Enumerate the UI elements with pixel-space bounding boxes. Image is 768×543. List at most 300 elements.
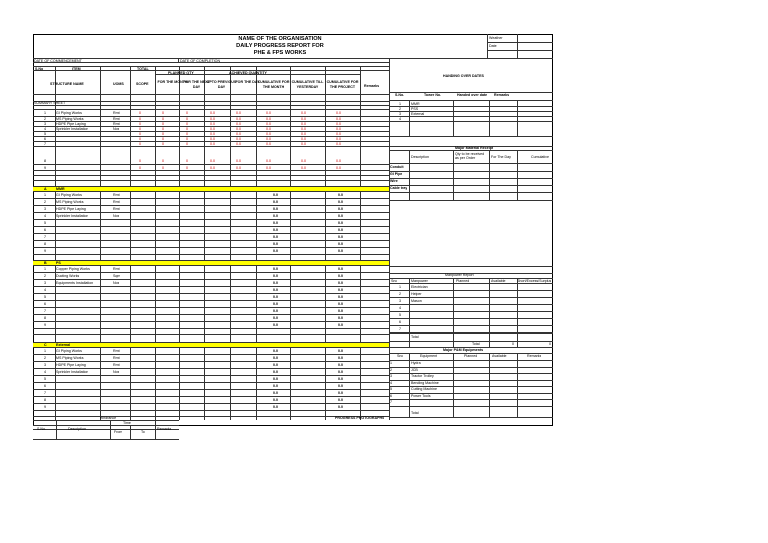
section-cumulative-month-value: 0.0 (273, 234, 278, 239)
remarks-header: Remarks (364, 84, 380, 88)
summary-zero-value: 0 (162, 126, 164, 131)
section-cumulative-project-value: 0.0 (338, 322, 343, 327)
summary-row-number: 1 (44, 110, 46, 115)
planned-qty-header: PLANNED QTY (168, 70, 194, 75)
section-cumulative-project-value: 0.0 (338, 266, 343, 271)
grid-line (33, 105, 389, 106)
grid-line (110, 420, 111, 439)
summary-row-uom: Nos (113, 126, 120, 131)
summary-zero-value: 0.0 (301, 131, 306, 136)
grid-line (389, 136, 553, 137)
section-row-name: GI Piping Works (56, 348, 82, 353)
grid-line (33, 328, 389, 329)
summary-zero-value: 0.0 (210, 116, 215, 121)
summary-zero-value: 0.0 (210, 131, 215, 136)
summary-row-number: 6 (44, 136, 46, 141)
equipment-row-number: 4 (390, 380, 392, 385)
summary-zero-value: 0.0 (336, 121, 341, 126)
material-row-name: Conduit (390, 165, 404, 169)
section-cumulative-month-value: 0.0 (273, 241, 278, 246)
summary-zero-value: 0.0 (236, 131, 241, 136)
summary-zero-value: 0 (139, 121, 141, 126)
summary-zero-value: 0.0 (301, 116, 306, 121)
section-row-number: 5 (44, 220, 46, 225)
grid-line (389, 121, 553, 122)
section-row-number: 1 (44, 266, 46, 271)
summary-zero-value: 0 (162, 141, 164, 146)
hindrance-remarks-header: Remarks (157, 427, 172, 431)
equipment-row-number: 7 (390, 400, 392, 404)
section-cumulative-month-value: 0.0 (273, 199, 278, 204)
grid-line (33, 425, 179, 426)
grid-line (389, 192, 553, 193)
grid-line (33, 186, 389, 187)
summary-zero-value: 0.0 (236, 159, 241, 163)
grid-line (204, 66, 205, 420)
organisation-name: NAME OF THE ORGANISATION (238, 36, 322, 42)
section-cumulative-project-value: 0.0 (338, 213, 343, 218)
cumulative-month-header: CUMULATIVE FOR THE MONTH (257, 80, 290, 89)
summary-row-number: 4 (44, 126, 46, 131)
section-row-number: 8 (44, 241, 46, 246)
grid-line (290, 66, 291, 420)
equipment-row-number: 6 (390, 393, 392, 398)
for-the-month-header: FOR THE MONTH (157, 80, 188, 84)
section-row-number: 6 (44, 383, 46, 388)
summary-zero-value: 0.0 (236, 136, 241, 141)
summary-zero-value: 0.0 (336, 165, 341, 170)
section-cumulative-month-value: 0.0 (273, 273, 278, 278)
grid-line (33, 361, 389, 362)
date-line (487, 50, 553, 51)
grid-line (33, 342, 389, 343)
grid-line (33, 101, 389, 102)
section-row-number: 9 (44, 404, 46, 409)
section-cumulative-month-value: 0.0 (273, 220, 278, 225)
section-cumulative-month-value: 0.0 (273, 355, 278, 360)
section-cumulative-project-value: 0.0 (338, 248, 343, 253)
summary-zero-value: 0.0 (236, 110, 241, 115)
summary-zero-value: 0.0 (301, 136, 306, 141)
section-row-number: 1 (44, 192, 46, 197)
grid-line (256, 74, 360, 75)
manpower-row-name: Helper (411, 291, 422, 296)
grid-line (389, 318, 553, 319)
section-cumulative-month-value: 0.0 (273, 383, 278, 388)
grid-line (453, 278, 454, 347)
handing-remarks-header: Remarks (494, 93, 510, 97)
grid-line (130, 425, 131, 439)
grid-line (33, 198, 389, 199)
manpower-sno-header: Sno (391, 279, 398, 283)
section-row-name: Copper Piping Works (56, 266, 90, 271)
section-cumulative-month-value: 0.0 (273, 404, 278, 409)
summary-zero-value: 0.0 (266, 110, 271, 115)
summary-zero-value: 0.0 (266, 121, 271, 126)
section-row-number: 7 (44, 390, 46, 395)
section-cumulative-project-value: 0.0 (338, 227, 343, 232)
works-title: PHE & FPS WORKS (253, 50, 307, 56)
hindrance-sno-header: S.No. (37, 427, 46, 431)
summary-zero-value: 0.0 (210, 126, 215, 131)
grid-line (389, 178, 553, 179)
summary-zero-value: 0.0 (301, 110, 306, 115)
section-row-number: 8 (44, 315, 46, 320)
summary-row-number: 5 (44, 131, 46, 136)
section-row-uom: Sqm (113, 273, 121, 278)
handing-row-number: 2 (399, 106, 401, 111)
section-cumulative-project-value: 0.0 (338, 206, 343, 211)
summary-zero-value: 0 (186, 110, 188, 115)
summary-zero-value: 0.0 (266, 126, 271, 131)
section-row-number: 4 (44, 213, 46, 218)
handing-date-header: Handed over date (457, 93, 488, 97)
summary-zero-value: 0.0 (336, 136, 341, 141)
grid-line (33, 307, 389, 308)
handing-row-name: PSS (411, 106, 419, 111)
section-cumulative-month-value: 0.0 (273, 348, 278, 353)
summary-row-number: 7 (44, 141, 46, 146)
header-bottom-line (33, 58, 553, 59)
handing-row-number: 3 (399, 111, 401, 116)
summary-row-name: GI Piping Works (56, 110, 82, 115)
uom-header: UOMS (113, 82, 124, 86)
grid-line (33, 300, 389, 301)
section-row-name: Sprinkler Installation (56, 369, 89, 374)
summary-zero-value: 0.0 (236, 165, 241, 170)
summary-zero-value: 0.0 (236, 116, 241, 121)
section-row-number: 3 (44, 280, 46, 285)
section-row-number: 2 (44, 199, 46, 204)
handing-row-number: 1 (399, 101, 401, 106)
total-header: TOTAL (137, 66, 149, 71)
summary-zero-value: 0.0 (236, 126, 241, 131)
grid-line (409, 353, 410, 417)
grid-line (489, 353, 490, 417)
section-cumulative-month-value: 0.0 (273, 362, 278, 367)
equipment-row-number: 5 (390, 387, 392, 391)
grid-line (389, 325, 553, 326)
section-row-uom: Rmt (113, 362, 120, 367)
grid-line (33, 420, 179, 421)
grid-line (389, 266, 553, 267)
section-cumulative-month-value: 0.0 (273, 369, 278, 374)
cumulative-yesterday-header: CUMULATIVE TILL YESTERDAY (291, 80, 324, 89)
section-row-name: GI Piping Works (56, 192, 82, 197)
manpower-total-available: 0 (512, 342, 514, 346)
summary-zero-value: 0 (186, 126, 188, 131)
summary-zero-value: 0.0 (301, 165, 306, 170)
report-title: DAILY PROGRESS REPORT FOR (236, 43, 324, 49)
section-cumulative-month-value: 0.0 (273, 322, 278, 327)
grid-line (33, 254, 389, 255)
summary-zero-value: 0.0 (210, 165, 215, 170)
summary-zero-value: 0 (186, 141, 188, 146)
material-description-header: Description (411, 155, 429, 159)
equipment-row-number: 1 (390, 361, 392, 365)
section-cumulative-month-value: 0.0 (273, 287, 278, 292)
handing-row-name: MMR (411, 101, 420, 106)
summary-zero-value: 0 (186, 131, 188, 136)
manpower-row-number: 4 (399, 305, 401, 310)
grid-line (389, 333, 553, 334)
section-cumulative-project-value: 0.0 (338, 273, 343, 278)
section-cumulative-month-value: 0.0 (273, 266, 278, 271)
hindrance-title: Hindrance (99, 416, 117, 420)
section-row-number: 3 (44, 206, 46, 211)
summary-zero-value: 0 (186, 116, 188, 121)
summary-zero-value: 0 (139, 126, 141, 131)
hindrance-to-header: To (141, 430, 145, 434)
section-cumulative-project-value: 0.0 (338, 383, 343, 388)
handing-sno-header: S.No. (395, 93, 405, 97)
section-cumulative-project-value: 0.0 (338, 404, 343, 409)
manpower-total-row-label: Total (472, 342, 480, 346)
summary-zero-value: 0 (139, 116, 141, 121)
section-row-name: Ducting Works (56, 273, 80, 278)
equipment-row-number: 3 (390, 374, 392, 378)
summary-zero-value: 0.0 (210, 159, 215, 163)
equipment-title: Major P&M Equipments (443, 348, 484, 352)
section-cumulative-project-value: 0.0 (338, 192, 343, 197)
summary-zero-value: 0.0 (266, 159, 271, 163)
section-row-number: 1 (44, 348, 46, 353)
summary-zero-value: 0 (186, 136, 188, 141)
summary-row-uom: Rmt (113, 116, 120, 121)
grid-line (155, 66, 156, 420)
summary-row-number: 9 (44, 165, 46, 170)
summary-zero-value: 0.0 (266, 165, 271, 170)
section-cumulative-project-value: 0.0 (338, 315, 343, 320)
grid-line (100, 66, 101, 420)
section-row-name: MS Piping Works (56, 199, 84, 204)
section-cumulative-month-value: 0.0 (273, 192, 278, 197)
grid-line (178, 58, 179, 62)
section-cumulative-month-value: 0.0 (273, 397, 278, 402)
equipment-row-number: 2 (390, 367, 392, 372)
grid-line (33, 396, 389, 397)
summary-zero-value: 0.0 (336, 116, 341, 121)
section-cumulative-month-value: 0.0 (273, 248, 278, 253)
summary-zero-value: 0 (162, 131, 164, 136)
grid-line (33, 321, 389, 322)
section-cumulative-month-value: 0.0 (273, 206, 278, 211)
grid-line (33, 191, 389, 192)
hindrance-from-header: From (114, 430, 123, 434)
summary-sheet-label: SUMMARY SHEET (34, 101, 66, 105)
section-letter: C (44, 342, 47, 347)
weather-box-line (487, 34, 488, 58)
grid-line (33, 205, 389, 206)
material-row-name: GI Pipe (390, 172, 403, 176)
summary-zero-value: 0.0 (301, 159, 306, 163)
summary-zero-value: 0.0 (336, 110, 341, 115)
hindrance-description-header: Description (68, 427, 86, 431)
summary-zero-value: 0.0 (210, 136, 215, 141)
grid-line (33, 175, 389, 176)
section-cumulative-project-value: 0.0 (338, 234, 343, 239)
grid-line (360, 66, 361, 420)
grid-line (33, 403, 389, 404)
section-cumulative-project-value: 0.0 (338, 294, 343, 299)
grid-line (389, 171, 553, 172)
section-cumulative-project-value: 0.0 (338, 390, 343, 395)
section-row-uom: Nos (113, 280, 120, 285)
structure-name-header: STRUCTURE NAME (50, 82, 84, 86)
summary-zero-value: 0.0 (266, 136, 271, 141)
grid-line (33, 70, 389, 71)
grid-line (33, 247, 389, 248)
grid-line (33, 219, 389, 220)
grid-line (389, 304, 553, 305)
equipment-row-name: Bending Machine (411, 380, 439, 385)
section-cumulative-month-value: 0.0 (273, 280, 278, 285)
grid-line (389, 185, 553, 186)
summary-zero-value: 0 (162, 136, 164, 141)
section-row-name: Sprinkler Installation (56, 213, 89, 218)
section-letter: A (44, 186, 47, 191)
equipment-available-header: Available (492, 354, 507, 358)
material-cumulative-header: Cumulative (531, 155, 549, 159)
summary-zero-value: 0.0 (236, 141, 241, 146)
grid-line (389, 116, 553, 117)
weather-box-line (517, 34, 518, 58)
section-row-number: 7 (44, 308, 46, 313)
handing-row-number: 4 (399, 116, 401, 121)
grid-line (389, 150, 553, 151)
section-row-uom: Rmt (113, 355, 120, 360)
section-cumulative-project-value: 0.0 (338, 369, 343, 374)
manpower-row-number: 5 (399, 312, 401, 317)
summary-zero-value: 0 (139, 165, 141, 170)
summary-zero-value: 0.0 (210, 141, 215, 146)
grid-line (389, 311, 553, 312)
section-cumulative-project-value: 0.0 (338, 355, 343, 360)
grid-line (517, 278, 518, 347)
grid-line (33, 389, 389, 390)
equipment-row-name: JCB (411, 367, 418, 372)
section-cumulative-project-value: 0.0 (338, 308, 343, 313)
handing-row-name: External (411, 111, 425, 116)
equipment-row-name: Power Tools (411, 393, 431, 398)
weather-label: Weather (489, 36, 503, 40)
manpower-row-name: Mason (411, 298, 422, 303)
manpower-row-name: Electrician (411, 284, 428, 289)
grid-line (33, 410, 389, 411)
grid-line (389, 399, 553, 400)
hindrance-time-header: Time (123, 421, 131, 425)
manpower-row-number: 1 (399, 284, 401, 289)
grid-line (179, 66, 180, 420)
upto-previous-day-header: UPTO PREVIOUS DAY (206, 80, 237, 89)
grid-line (33, 382, 389, 383)
section-cumulative-month-value: 0.0 (273, 308, 278, 313)
section-row-number: 9 (44, 248, 46, 253)
grid-line (453, 353, 454, 417)
summary-zero-value: 0 (186, 159, 188, 163)
section-name: PS (56, 260, 61, 265)
manpower-available-header: Available (491, 279, 506, 283)
section-row-number: 4 (44, 369, 46, 374)
grid-line (33, 286, 389, 287)
grid-line (409, 278, 410, 347)
section-cumulative-project-value: 0.0 (338, 241, 343, 246)
date-label: Date (489, 44, 497, 48)
section-row-uom: Rmt (113, 199, 120, 204)
weather-line (487, 42, 553, 43)
summary-zero-value: 0 (139, 136, 141, 141)
section-cumulative-project-value: 0.0 (338, 199, 343, 204)
item-header: ITEM (72, 66, 81, 71)
summary-zero-value: 0.0 (266, 131, 271, 136)
equipment-row-name: Hydra (411, 361, 421, 365)
date-of-commencement-label: DATE OF COMMENCEMENT (34, 58, 82, 63)
material-row-name: Wire (390, 179, 398, 183)
section-row-name: MS Piping Works (56, 355, 84, 360)
section-row-number: 4 (44, 287, 46, 292)
section-cumulative-month-value: 0.0 (273, 301, 278, 306)
grid-line (389, 200, 553, 201)
section-letter: B (44, 260, 47, 265)
summary-zero-value: 0 (162, 159, 164, 163)
summary-zero-value: 0.0 (210, 121, 215, 126)
grid-line (33, 347, 389, 348)
manpower-row-number: 7 (399, 326, 401, 331)
section-row-number: 9 (44, 322, 46, 327)
manpower-planned-header: Planned (456, 279, 470, 283)
section-cumulative-month-value: 0.0 (273, 227, 278, 232)
section-row-number: 3 (44, 362, 46, 367)
grid-line (389, 406, 553, 407)
summary-zero-value: 0 (186, 165, 188, 170)
grid-line (33, 170, 389, 171)
summary-zero-value: 0.0 (336, 141, 341, 146)
manpower-total-short: 0 (549, 342, 551, 346)
summary-zero-value: 0 (139, 141, 141, 146)
summary-zero-value: 0.0 (210, 110, 215, 115)
grid-line (33, 334, 389, 335)
manpower-row-number: 3 (399, 298, 401, 303)
summary-zero-value: 0 (139, 159, 141, 163)
grid-line (325, 66, 326, 420)
for-the-day-header: FOR THE DAY (235, 80, 260, 84)
summary-zero-value: 0 (162, 110, 164, 115)
summary-zero-value: 0 (162, 165, 164, 170)
section-row-uom: Rmt (113, 192, 120, 197)
section-row-number: 7 (44, 234, 46, 239)
summary-row-name: Sprinkler Installation (56, 126, 89, 131)
summary-zero-value: 0.0 (236, 121, 241, 126)
section-row-number: 6 (44, 301, 46, 306)
summary-zero-value: 0 (186, 121, 188, 126)
section-row-uom: Rmt (113, 348, 120, 353)
grid-line (389, 417, 553, 418)
section-cumulative-month-value: 0.0 (273, 294, 278, 299)
summary-zero-value: 0.0 (301, 121, 306, 126)
section-row-number: 5 (44, 294, 46, 299)
grid-line (389, 163, 553, 164)
equipment-row-name: Cutting Machine (411, 387, 437, 391)
section-cumulative-project-value: 0.0 (338, 287, 343, 292)
section-name: MMR (56, 186, 65, 191)
material-row-name: Cable tray (390, 186, 408, 190)
section-row-name: HDPE Pipe Laying (56, 362, 86, 367)
grid-line (33, 272, 389, 273)
summary-row-number: 3 (44, 121, 46, 126)
manpower-report-title: Manpower Report (445, 273, 474, 277)
summary-zero-value: 0 (162, 116, 164, 121)
grid-line (389, 341, 553, 342)
